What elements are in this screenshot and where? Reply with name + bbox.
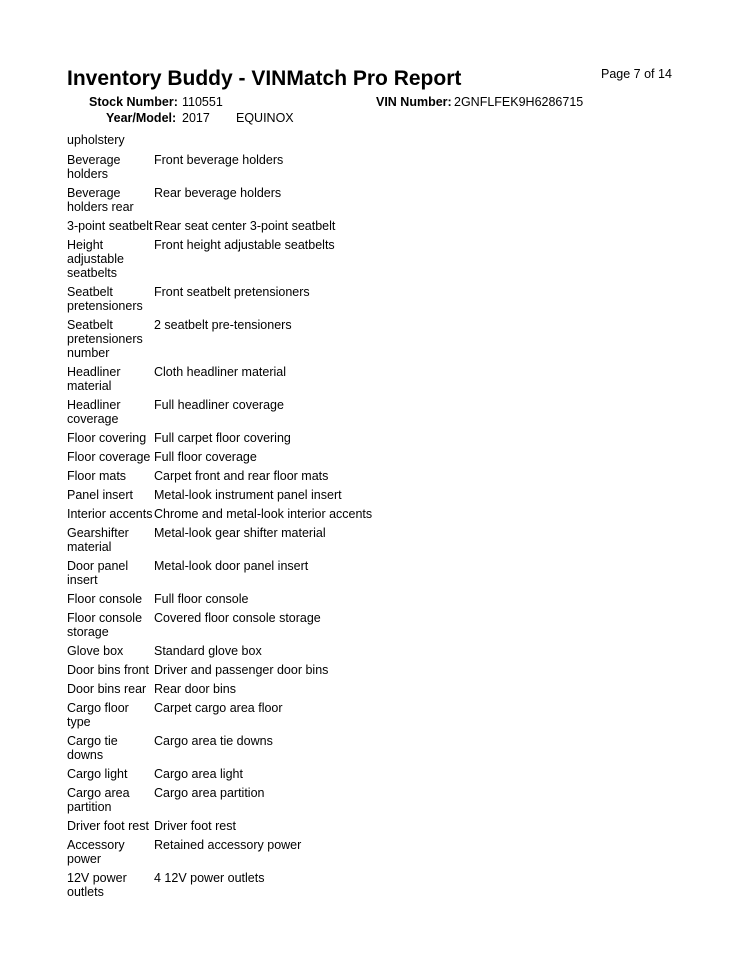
spec-value: Driver and passenger door bins — [154, 663, 329, 677]
spec-row — [67, 524, 667, 557]
spec-label: Cargo area partition — [67, 786, 130, 814]
spec-label: Floor covering — [67, 431, 147, 445]
spec-value: Cargo area tie downs — [154, 734, 273, 748]
spec-label: Cargo floor type — [67, 701, 129, 729]
spec-value: Full floor coverage — [154, 450, 257, 464]
spec-label: Cargo tie downs — [67, 734, 118, 762]
vin-number-label — [376, 94, 452, 110]
spec-value: Retained accessory power — [154, 838, 302, 852]
model-value: EQUINOX — [236, 111, 294, 125]
spec-value: Carpet cargo area floor — [154, 701, 283, 715]
spec-value: Full carpet floor covering — [154, 431, 291, 445]
spec-label: Interior accents — [67, 507, 153, 521]
spec-value: Metal-look instrument panel insert — [154, 488, 342, 502]
spec-value: Full headliner coverage — [154, 398, 284, 412]
spec-value: Cloth headliner material — [154, 365, 287, 379]
spec-row — [67, 448, 667, 467]
spec-value: Driver foot rest — [154, 819, 236, 833]
spec-value: Rear beverage holders — [154, 186, 282, 200]
year-value: 2017 — [182, 111, 210, 125]
spec-row — [67, 680, 667, 699]
spec-value: Metal-look door panel insert — [154, 559, 309, 573]
spec-label: Seatbelt pretensioners — [67, 285, 143, 313]
spec-row — [67, 609, 667, 642]
spec-label: 12V power outlets — [67, 871, 127, 899]
spec-row — [67, 486, 667, 505]
stock-number-value: 110551 — [182, 95, 223, 109]
spec-row — [67, 363, 667, 396]
spec-value: 2 seatbelt pre-tensioners — [154, 318, 292, 332]
spec-label: Accessory power — [67, 838, 125, 866]
spec-label: Panel insert — [67, 488, 134, 502]
spec-label: Beverage holders rear — [67, 186, 134, 214]
spec-row — [67, 817, 667, 836]
spec-value: Front height adjustable seatbelts — [154, 238, 335, 252]
spec-value: Cargo area partition — [154, 786, 265, 800]
spec-row — [67, 642, 667, 661]
spec-label: Floor mats — [67, 469, 127, 483]
spec-label: Seatbelt pretensioners number — [67, 318, 143, 360]
stock-number-label — [89, 94, 178, 110]
spec-continuation-text: upholstery — [67, 133, 125, 147]
spec-label: Cargo light — [67, 767, 128, 781]
year-model-label-text: Year/Model: — [106, 111, 177, 125]
spec-value: Rear door bins — [154, 682, 236, 696]
spec-value: Front seatbelt pretensioners — [154, 285, 310, 299]
spec-row — [67, 396, 667, 429]
spec-row — [67, 590, 667, 609]
spec-row — [67, 316, 667, 363]
spec-label: Glove box — [67, 644, 124, 658]
spec-row — [67, 184, 667, 217]
spec-row — [67, 836, 667, 869]
spec-row — [67, 236, 667, 283]
spec-row — [67, 505, 667, 524]
report-title: Inventory Buddy - VINMatch Pro Report — [67, 67, 462, 90]
spec-label: Door panel insert — [67, 559, 129, 587]
spec-value: Front beverage holders — [154, 153, 284, 167]
spec-row — [67, 217, 667, 236]
spec-list — [67, 132, 667, 902]
year-model-label — [106, 110, 176, 126]
spec-label: Floor console storage — [67, 611, 143, 639]
spec-label: Door bins rear — [67, 682, 147, 696]
spec-value: Rear seat center 3-point seatbelt — [154, 219, 336, 233]
spec-label: Beverage holders — [67, 153, 121, 181]
spec-value: Carpet front and rear floor mats — [154, 469, 329, 483]
spec-value: Chrome and metal-look interior accents — [154, 507, 373, 521]
spec-value: Full floor console — [154, 592, 249, 606]
spec-row — [67, 784, 667, 817]
stock-number-label-text: Stock Number: — [89, 95, 178, 109]
spec-label: Driver foot rest — [67, 819, 149, 833]
spec-label: Headliner material — [67, 365, 121, 393]
spec-label: Gearshifter material — [67, 526, 129, 554]
spec-row — [67, 869, 667, 902]
page-number: Page 7 of 14 — [601, 67, 672, 81]
spec-row — [67, 151, 667, 184]
spec-row — [67, 699, 667, 732]
spec-row — [67, 661, 667, 680]
spec-label: Height adjustable seatbelts — [67, 238, 124, 280]
spec-row — [67, 283, 667, 316]
spec-label: Floor console — [67, 592, 143, 606]
spec-row — [67, 765, 667, 784]
vin-number-label-text: VIN Number: — [376, 95, 452, 109]
spec-row — [67, 467, 667, 486]
spec-value: Cargo area light — [154, 767, 243, 781]
spec-value: Covered floor console storage — [154, 611, 321, 625]
spec-value: Metal-look gear shifter material — [154, 526, 326, 540]
spec-value: Standard glove box — [154, 644, 262, 658]
spec-row — [67, 557, 667, 590]
spec-label: 3-point seatbelt — [67, 219, 153, 233]
spec-label: Floor coverage — [67, 450, 151, 464]
spec-label: Door bins front — [67, 663, 149, 677]
spec-row — [67, 732, 667, 765]
spec-value: 4 12V power outlets — [154, 871, 265, 885]
spec-rows — [67, 151, 667, 902]
spec-row — [67, 429, 667, 448]
vin-number-value: 2GNFLFEK9H6286715 — [454, 95, 584, 109]
spec-label: Headliner coverage — [67, 398, 121, 426]
